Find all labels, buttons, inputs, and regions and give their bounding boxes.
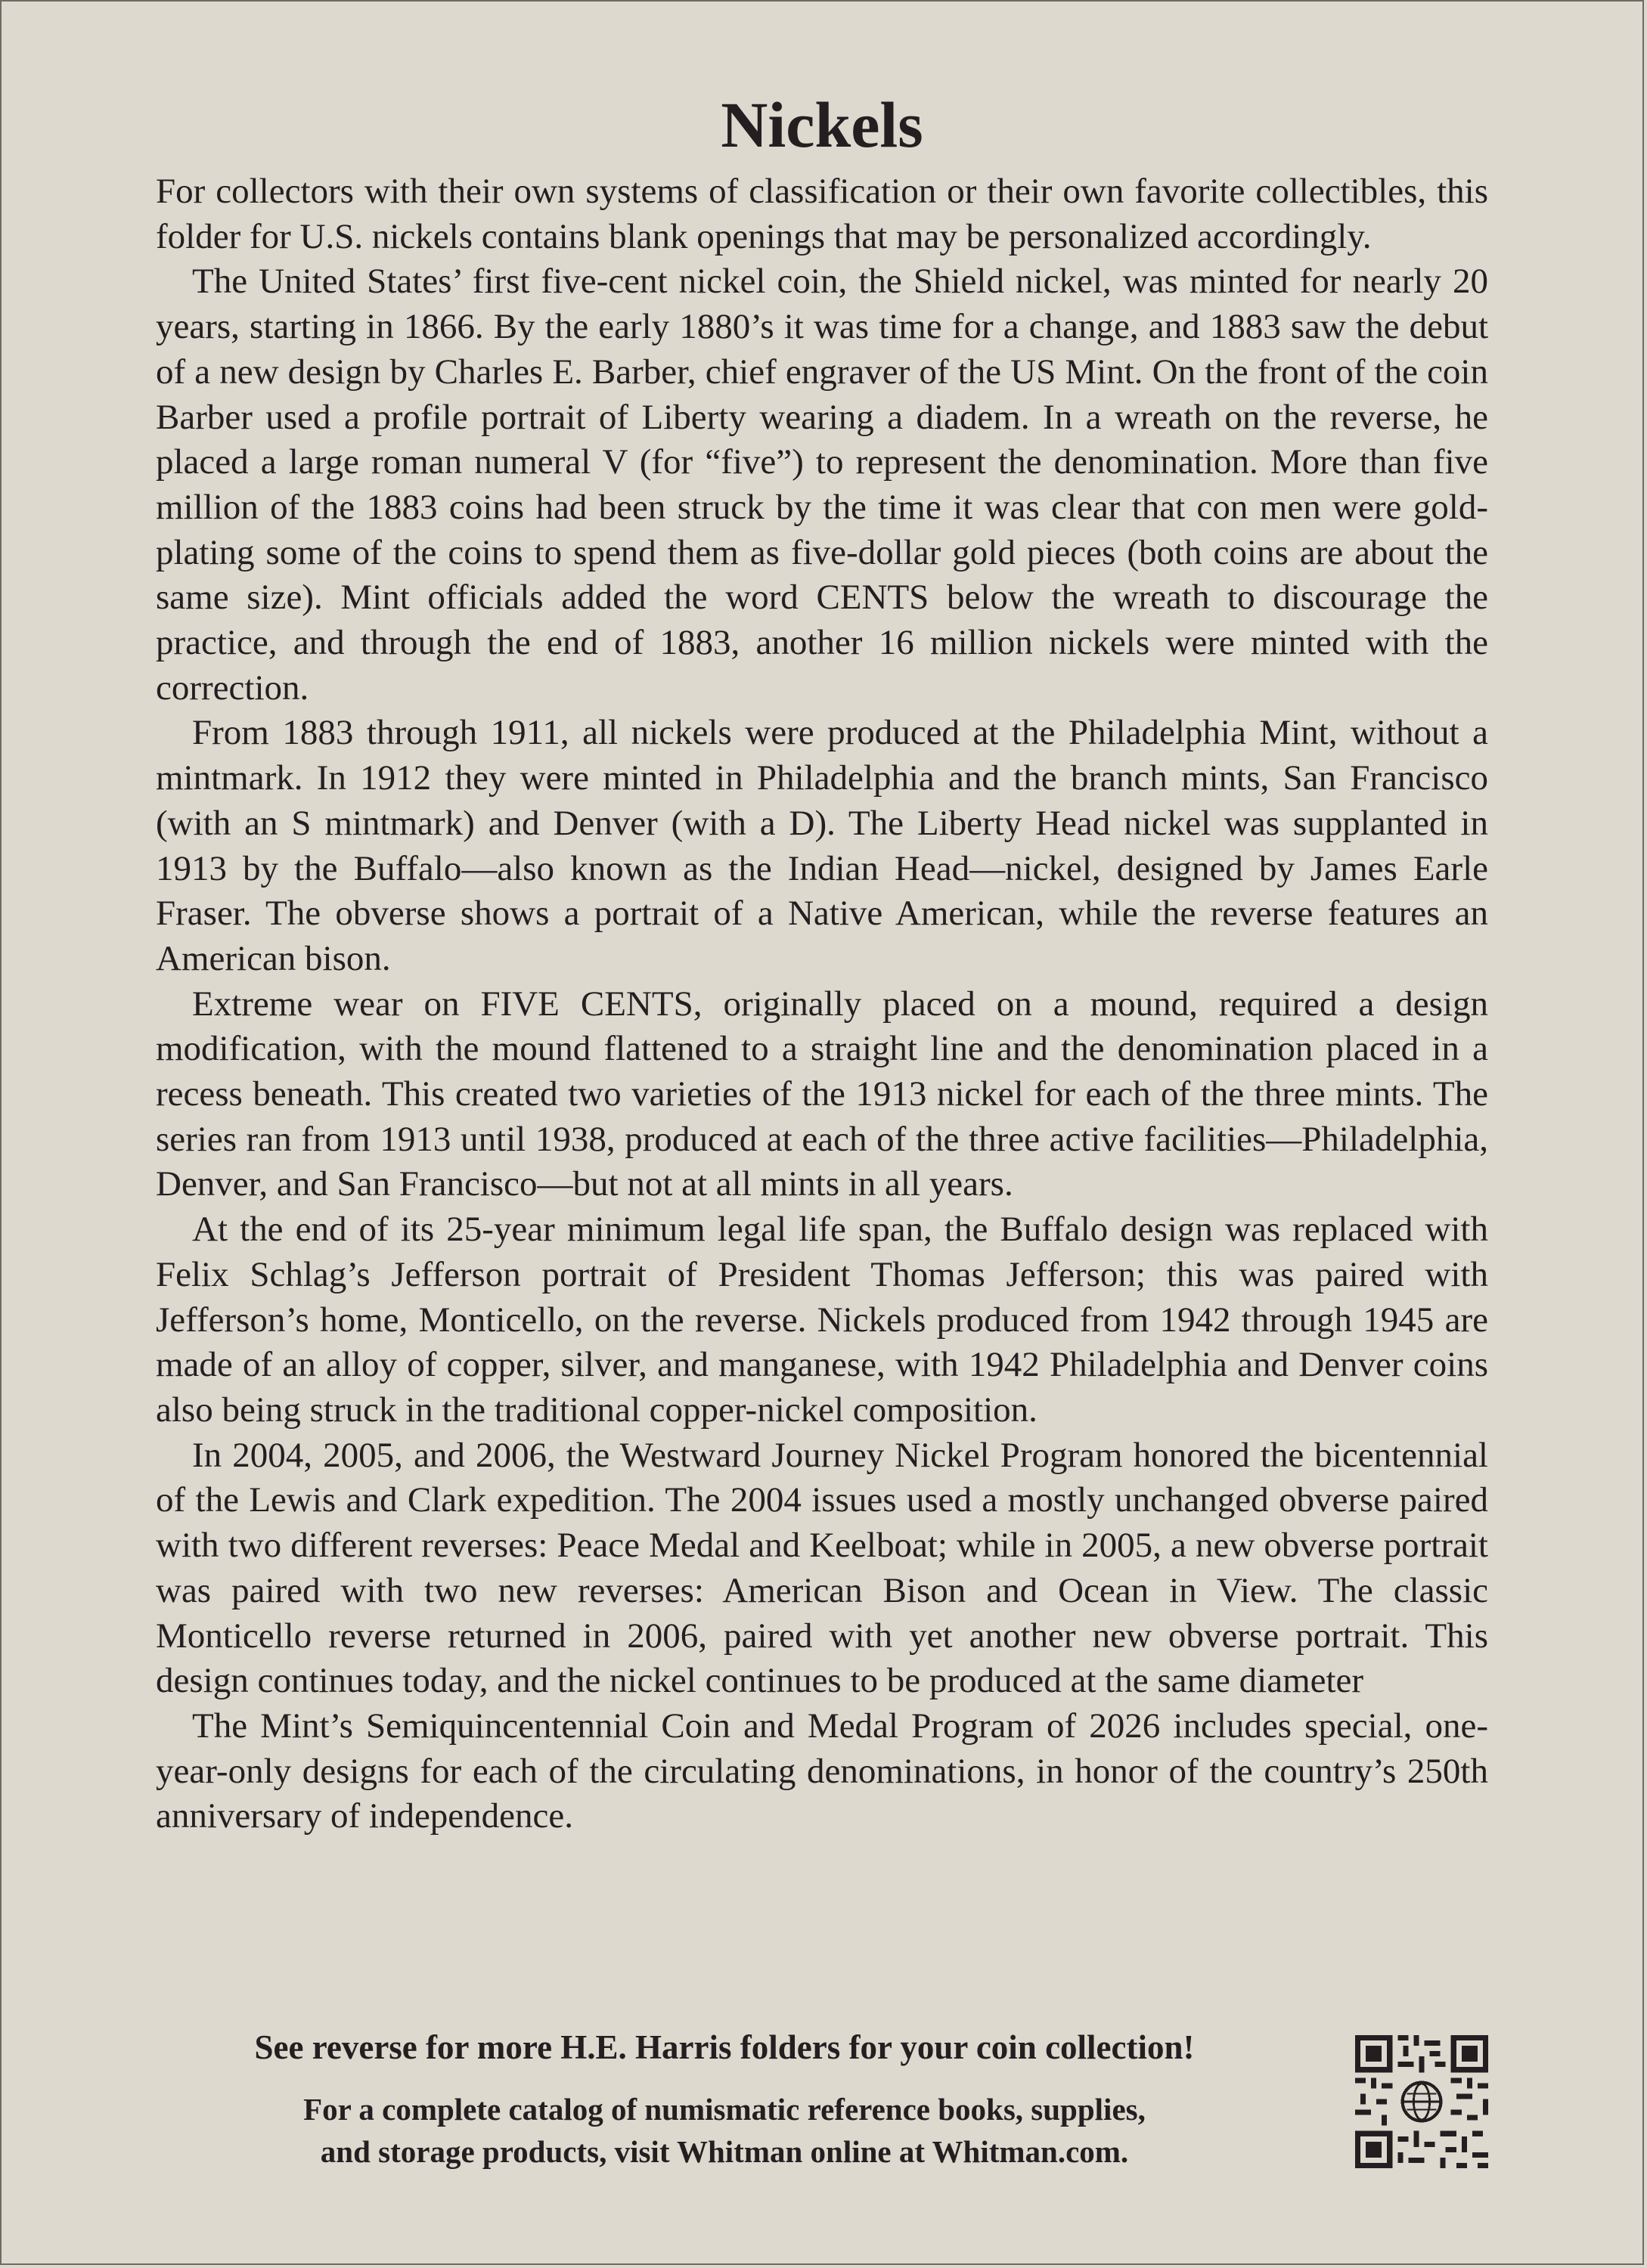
qr-code-icon[interactable] <box>1355 2035 1488 2168</box>
paragraph-intro: For collectors with their own systems of classification or their own favorite collectibles, this folder for U.S. nickels contains blank openings that may be personalized accordingly. <box>156 172 1488 256</box>
page-title: Nickels <box>721 88 923 161</box>
paragraph-semiquincentennial: The Mint’s Semiquincentennial Coin and Medal Program of 2026 includes special, one-year-only designs for each of the circulating denominations, in honor of the country’s 250th anniversary of independence. <box>156 1706 1488 1836</box>
footer-catalog-text <box>2 2088 1447 2173</box>
footer-catalog-line-2: and storage products, visit Whitman online at Whitman.com. <box>320 2134 1129 2169</box>
article-body <box>156 169 1488 1839</box>
paragraph-five-cents-varieties: Extreme wear on FIVE CENTS, originally placed on a mound, required a design modification, with the mound flattened to a straight line and the denomination placed in a recess beneath. This created two varieties of the 1913 nickel for each of the three mints. The series ran from 1913 until 1938, produced at each of the three active facilities—Philadelphia, Denver, and San Francisco—but not at all mints in all years. <box>156 984 1488 1204</box>
paragraph-buffalo: From 1883 through 1911, all nickels were produced at the Philadelphia Mint, without a mintmark. In 1912 they were minted in Philadelphia and the branch mints, San Francisco (with an S mintmark) and Denver (with a D). The Liberty Head nickel was supplanted in 1913 by the Buffalo—also known as the Indian Head—nickel, designed by James Earle Fraser. The obverse shows a portrait of a Native American, while the reverse features an American bison. <box>156 713 1488 978</box>
paragraph-liberty-head: The United States’ first five-cent nickel coin, the Shield nickel, was minted for nearly 20 years, starting in 1866. By the early 1880’s it was time for a change, and 1883 saw the debut of a new design by Charles E. Barber, chief engraver of the US Mint. On the front of the coin Barber used a profile portrait of Liberty wearing a diadem. In a wreath on the reverse, he placed a large roman numeral V (for “five”) to represent the denomination. More than five million of the 1883 coins had been struck by the time it was clear that con men were gold-plating some of the coins to spend them as five-dollar gold pieces (both coins are about the same size). Mint officials added the word CENTS below the wreath to discourage the practice, and through the end of 1883, another 16 million nickels were minted with the correction. <box>156 262 1488 708</box>
footer-catalog-line-1: For a complete catalog of numismatic reference books, supplies, <box>303 2092 1146 2127</box>
footer-headline: See reverse for more H.E. Harris folders for your coin collection! <box>254 2028 1195 2066</box>
paragraph-westward-journey: In 2004, 2005, and 2006, the Westward Journey Nickel Program honored the bicentennial of the Lewis and Clark expedition. The 2004 issues used a mostly unchanged obverse paired with two different reverses: Peace Medal and Keelboat; while in 2005, a new obverse portrait was paired with two new reverses: American Bison and Ocean in View. The classic Monticello reverse returned in 2006, paired with yet another new obverse portrait. This design continues today, and the nickel continues to be produced at the same diameter <box>156 1435 1488 1701</box>
paragraph-jefferson: At the end of its 25-year minimum legal life span, the Buffalo design was replaced with Felix Schlag’s Jefferson portrait of President Thomas Jefferson; this was paired with Jefferson’s home, Monticello, on the reverse. Nickels produced from 1942 through 1945 are made of an alloy of copper, silver, and manganese, with 1942 Philadelphia and Denver coins also being struck in the traditional copper-nickel composition. <box>156 1210 1488 1430</box>
